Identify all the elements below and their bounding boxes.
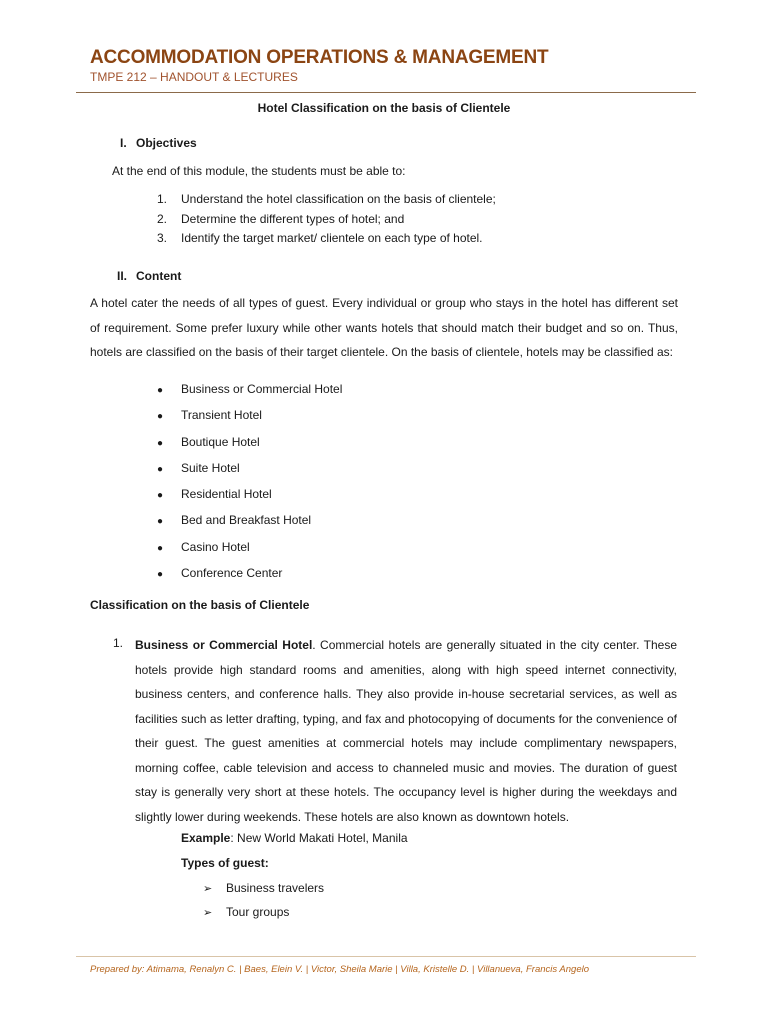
list-item: ● Boutique Hotel [157, 434, 260, 449]
footer-divider [76, 956, 696, 957]
business-hotel-term: Business or Commercial Hotel [135, 638, 313, 652]
list-item: ➢ Business travelers [203, 878, 324, 902]
content-numeral: II. [117, 269, 128, 283]
objectives-list [157, 190, 496, 249]
objectives-numeral: I. [120, 136, 127, 150]
arrow-bullet-icon: ➢ [203, 883, 213, 895]
list-item: ● Conference Center [157, 566, 283, 581]
arrow-bullet-icon: ➢ [203, 907, 213, 919]
section-heading: Hotel Classification on the basis of Clientele [257, 101, 511, 115]
list-item: ● Casino Hotel [157, 539, 250, 554]
objectives-intro: At the end of this module, the students must be able to: [112, 164, 406, 178]
example-value: : New World Makati Hotel, Manila [230, 831, 408, 845]
list-item: ● Business or Commercial Hotel [157, 382, 343, 396]
objectives-title: Objectives [136, 136, 197, 150]
footer-credits: Prepared by: Atimama, Renalyn C. | Baes, Elein V. | Victor, Sheila Marie | Villa, Kristelle D. | Villanueva, Francis Angelo [90, 964, 589, 975]
document-title: ACCOMMODATION OPERATIONS & MANAGEMENT [90, 47, 549, 68]
list-item: 3. Identify the target market/ clientele on each type of hotel. [157, 231, 483, 245]
hotel-types-list [157, 376, 342, 586]
list-item: 1. Understand the hotel classification on the basis of clientele; [157, 192, 496, 206]
item-number: 1. [113, 636, 124, 650]
business-hotel-description [135, 633, 677, 829]
list-item: ● Residential Hotel [157, 487, 272, 502]
example-label: Example [181, 831, 231, 845]
content-title: Content [136, 269, 182, 283]
content-paragraph: A hotel cater the needs of all types of guest. Every individual or group who stays in the hotel has different set of requirement. Some prefer luxury while other wants hotels that should match their budget and so on. Thus, hotels are classified on the basis of their target clientele. On the basis of clientele, hotels may be classified as: [90, 296, 678, 359]
document-subtitle: TMPE 212 – HANDOUT & LECTURES [90, 70, 298, 84]
header-divider [76, 92, 696, 93]
business-hotel-text: . Commercial hotels are generally situated in the city center. These hotels provide high standard rooms and amenities, along with high speed internet connectivity, business centers, and conference halls. They also provide in-house secretarial services, as well as facilities such as letter drafting, typing, and fax and photocopying of documents for the convenience of their guest. The guest amenities at commercial hotels may include complimentary newspapers, morning coffee, cable television and access to channeled music and movies. The duration of guest stay is generally very short at these hotels. The occupancy level is higher during the weekdays and slightly lower during weekends. These hotels are also known as downtown hotels. [135, 638, 677, 824]
classification-heading: Classification on the basis of Clientele [90, 598, 310, 612]
list-item: ● Bed and Breakfast Hotel [157, 513, 312, 528]
example-line [181, 828, 408, 848]
list-item: ➢ Tour groups [203, 902, 324, 926]
guest-types-list [203, 878, 324, 926]
list-item: ● Suite Hotel [157, 460, 240, 475]
list-item: ● Transient Hotel [157, 408, 262, 423]
list-item: 2. Determine the different types of hotel; and [157, 211, 405, 226]
guest-types-label: Types of guest: [181, 856, 269, 870]
